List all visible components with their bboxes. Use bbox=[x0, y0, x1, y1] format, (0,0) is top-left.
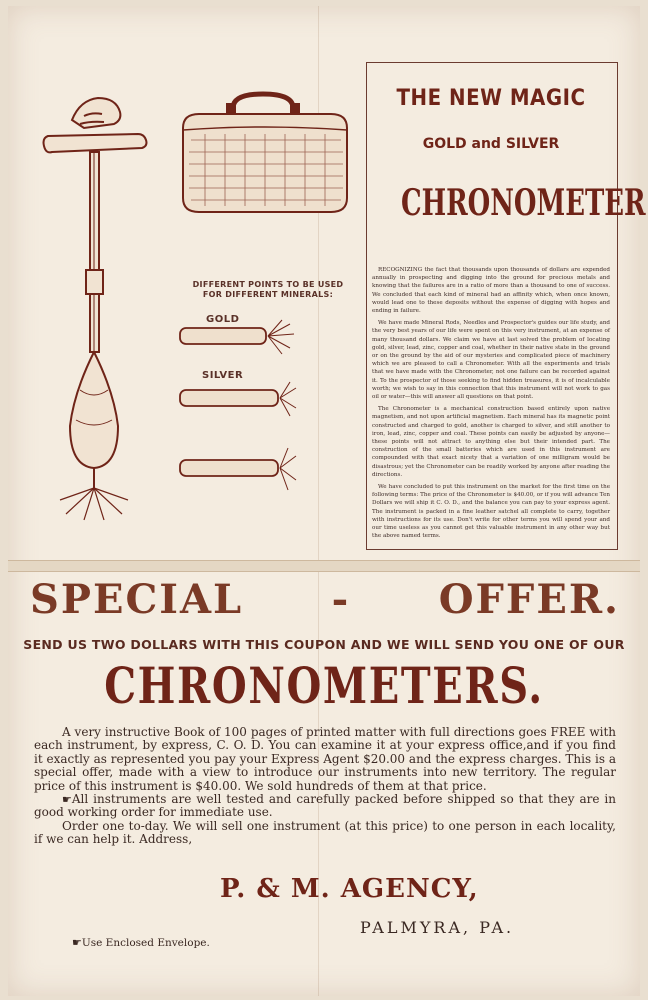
pointing-hand-icon-2: ☛ bbox=[72, 936, 82, 949]
headline-dash: - bbox=[331, 576, 351, 623]
offer-paragraph-2-text: All instruments are well tested and carefully packed before shipped so that they are in good working order for immediate use. bbox=[34, 792, 616, 820]
satchel-illustration bbox=[175, 88, 355, 218]
points-caption bbox=[168, 280, 368, 300]
body-paragraph-3: The Chronometer is a mechanical construction based entirely upon native magnetism, and not upon artificial magnetism. Each mineral has its magnetic point constructed and charged to gold, another is charged to silver, and still another to iron, lead, zinc, copper and coal. These points can easily be adjusted by anyone—these points will not attract to anything else but their intended part. The construction of the small batteries which are used in this instrument are compounded with that exact nicety that a variation of one milligram would be disastrous; yet the Chronometer can be readily worked by anyone after reading the directions. bbox=[372, 406, 610, 478]
agency-name: P. & M. AGENCY, bbox=[220, 874, 479, 904]
special-offer-headline bbox=[30, 576, 620, 623]
tear-line bbox=[8, 560, 640, 572]
agency-location: PALMYRA, PA. bbox=[360, 918, 515, 937]
send-coupon-line: SEND US TWO DOLLARS WITH THIS COUPON AND WE WILL SEND YOU ONE OF OUR bbox=[23, 637, 625, 652]
headline-offer: OFFER. bbox=[438, 576, 620, 623]
mineral-label-gold: GOLD bbox=[206, 314, 240, 325]
title-chronometer: CHRONOMETER bbox=[401, 182, 646, 224]
iron-point-rod bbox=[178, 446, 298, 492]
points-caption-line1: DIFFERENT POINTS TO BE USED bbox=[192, 280, 344, 289]
title-gold-and-silver: GOLD and SILVER bbox=[422, 136, 560, 152]
probe-illustration bbox=[40, 90, 160, 530]
body-paragraph-4: We have concluded to put this instrument on the market for the first time on the following terms: The price of the Chronometer is $40.00, or if you will advance Ten Dollars we will ship it C. O. D., and the balance you can pay to your express agent. The instrument is packed in a fine leather satchel all complete to carry, together with instructions for its use. Don't write for other terms you will spend your and our time useless as you cannot get this valuable instrument in any other way but the above named terms. bbox=[372, 484, 610, 540]
chronometers-headline: CHRONOMETERS. bbox=[104, 656, 544, 715]
mineral-label-silver: SILVER bbox=[202, 370, 244, 381]
offer-paragraph-3: Order one to-day. We will sell one instrument (at this price) to one person in each locality, if we can help it. Address, bbox=[34, 818, 616, 847]
pointing-hand-icon: ☛ bbox=[62, 793, 72, 807]
body-paragraph-2: We have made Mineral Rods, Needles and Prospector's guides our life study, and the very best years of our life were spent on this very instrument, at an expense of many thousand dollars. We claim we have at last solved the problem of locating gold, silver, lead, zinc, copper and coal, whether in their native state in the ground or on the ground by the aid of our mysteries and complicated piece of machinery which we are pleased to call a Chronometer. With all the experiments and trials that we have made with the Chronometer, not one failure can be recorded against it. To the prospector of those seeking to find hidden treasures, it is of incalculable worth; we wish to say in this connection that this instrument will not work to gas oil or water—this will answer all questions on that point. bbox=[372, 320, 610, 401]
title-the-new-magic: THE NEW MAGIC bbox=[396, 86, 586, 111]
silver-point-rod bbox=[178, 380, 298, 420]
body-paragraph-1: RECOGNIZING the fact that thousands upon thousands of dollars are expended annually in prospecting and digging into the ground for precious metals and knowing that the failures are in a ratio of more than a thousand to one of success. We concluded that each kind of mineral had an affinity which, when once known, would lead one to these deposits without the expense of digging with hopes and ending in failure. bbox=[372, 267, 610, 315]
envelope-note-text: Use Enclosed Envelope. bbox=[81, 937, 210, 949]
description-body bbox=[372, 266, 610, 545]
envelope-note bbox=[72, 936, 292, 949]
headline-special: SPECIAL bbox=[30, 576, 244, 623]
offer-paragraph-1: A very instructive Book of 100 pages of printed matter with full directions goes FREE with each instrument, by express, C. O. D. You can examine it at your express office,and if you find it exactly as represented you pay your Express Agent $20.00 and the express charges. This is a special offer, made with a view to introduce our instruments into new territory. The regular price of this instrument is $40.00. We sold hundreds of them at that price. bbox=[34, 725, 616, 793]
offer-paragraph-2 bbox=[34, 793, 616, 820]
points-caption-line2: FOR DIFFERENT MINERALS: bbox=[202, 290, 334, 299]
offer-text bbox=[34, 726, 616, 847]
gold-point-rod bbox=[178, 318, 298, 358]
